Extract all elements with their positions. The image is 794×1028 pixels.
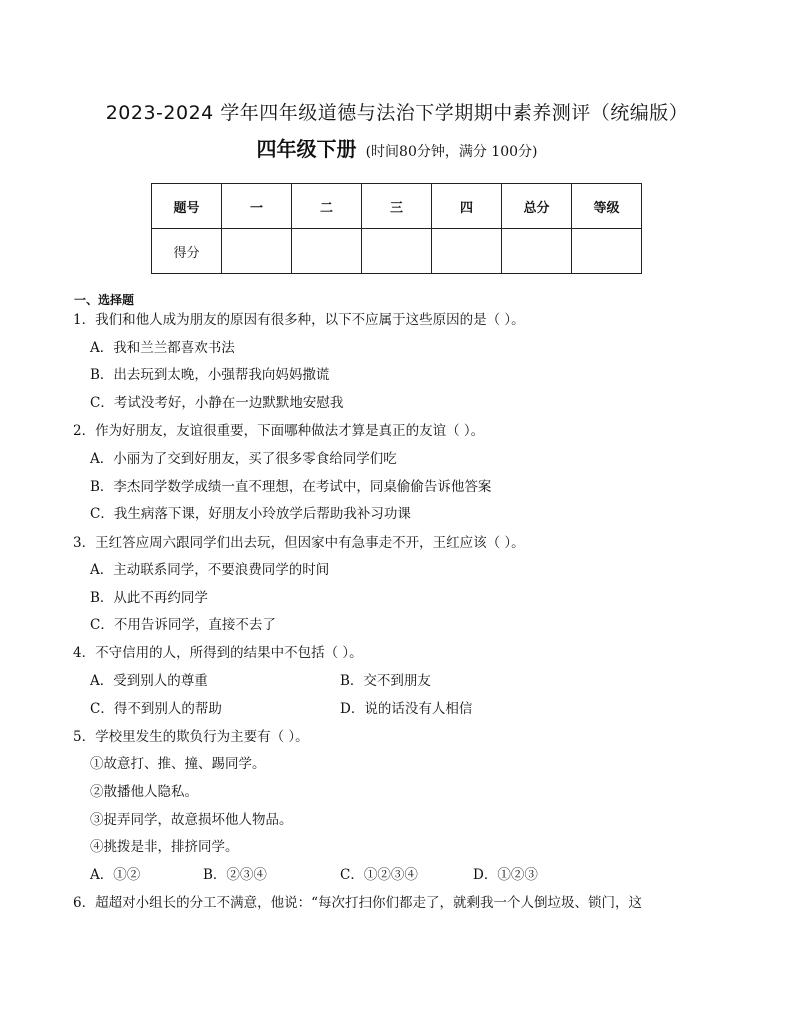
score-cell[interactable] [362,229,432,274]
header-cell: 三 [362,184,432,229]
row-label-cell: 得分 [152,229,222,274]
question-4: 4．不守信用的人，所得到的结果中不包括（ ）。 [73,645,363,661]
score-cell[interactable] [432,229,502,274]
header-cell: 总分 [502,184,572,229]
score-table [151,183,642,274]
question-6: 6．超超对小组长的分工不满意，他说：“每次打扫你们都走了，就剩我一个人倒垃圾、锁门，这 [73,895,642,911]
header-cell: 等级 [572,184,642,229]
score-cell[interactable] [222,229,292,274]
question-3: 3．王红答应周六跟同学们出去玩，但因家中有急事走不开，王红应该（ ）。 [73,535,525,551]
exam-subtitle [0,133,794,162]
option-2c: C．我生病落下课，好朋友小玲放学后帮助我补习功课 [90,506,411,522]
score-cell[interactable] [572,229,642,274]
option-3a: A．主动联系同学，不要浪费同学的时间 [90,562,330,578]
option-3c: C．不用告诉同学，直接不去了 [90,617,276,633]
option-5d: D．①②③ [473,867,538,883]
score-cell[interactable] [502,229,572,274]
header-cell: 四 [432,184,502,229]
header-cell: 题号 [152,184,222,229]
grade-volume: 四年级下册 [256,137,357,161]
section-title: 一、选择题 [74,293,135,307]
option-5b: B．②③④ [203,867,267,883]
item-5-3: ③捉弄同学，故意损坏他人物品。 [90,812,293,828]
header-cell: 二 [292,184,362,229]
time-score-note: (时间80分钟，满分 100分) [365,144,538,160]
exam-title: 2023-2024 学年四年级道德与法治下学期期中素养测评（统编版） [105,102,689,124]
score-table-header-row [152,184,642,229]
item-5-4: ④挑拨是非，排挤同学。 [90,839,239,855]
header-cell: 一 [222,184,292,229]
option-2b: B．李杰同学数学成绩一直不理想，在考试中，同桌偷偷告诉他答案 [90,479,492,495]
option-1a: A．我和兰兰都喜欢书法 [90,340,235,356]
option-4b: B．交不到朋友 [340,673,431,689]
option-4c: C．得不到别人的帮助 [90,701,222,717]
question-2: 2．作为好朋友，友谊很重要，下面哪种做法才算是真正的友谊（ ）。 [73,423,485,439]
item-5-2: ②散播他人隐私。 [90,784,198,800]
option-5c: C．①②③④ [340,867,418,883]
option-1b: B．出去玩到太晚，小强帮我向妈妈撒谎 [90,367,330,383]
option-3b: B．从此不再约同学 [90,590,208,606]
option-4a: A．受到别人的尊重 [90,673,208,689]
item-5-1: ①故意打、推、撞、踢同学。 [90,756,266,772]
option-2a: A．小丽为了交到好朋友，买了很多零食给同学们吃 [90,451,397,467]
score-table-score-row [152,229,642,274]
score-cell[interactable] [292,229,362,274]
option-1c: C．考试没考好，小静在一边默默地安慰我 [90,395,344,411]
option-5a: A．①② [90,867,141,883]
question-5: 5．学校里发生的欺负行为主要有（ ）。 [73,729,309,745]
question-1: 1．我们和他人成为朋友的原因有很多种，以下不应属于这些原因的是（ ）。 [73,312,525,328]
option-4d: D．说的话没有人相信 [340,701,473,717]
